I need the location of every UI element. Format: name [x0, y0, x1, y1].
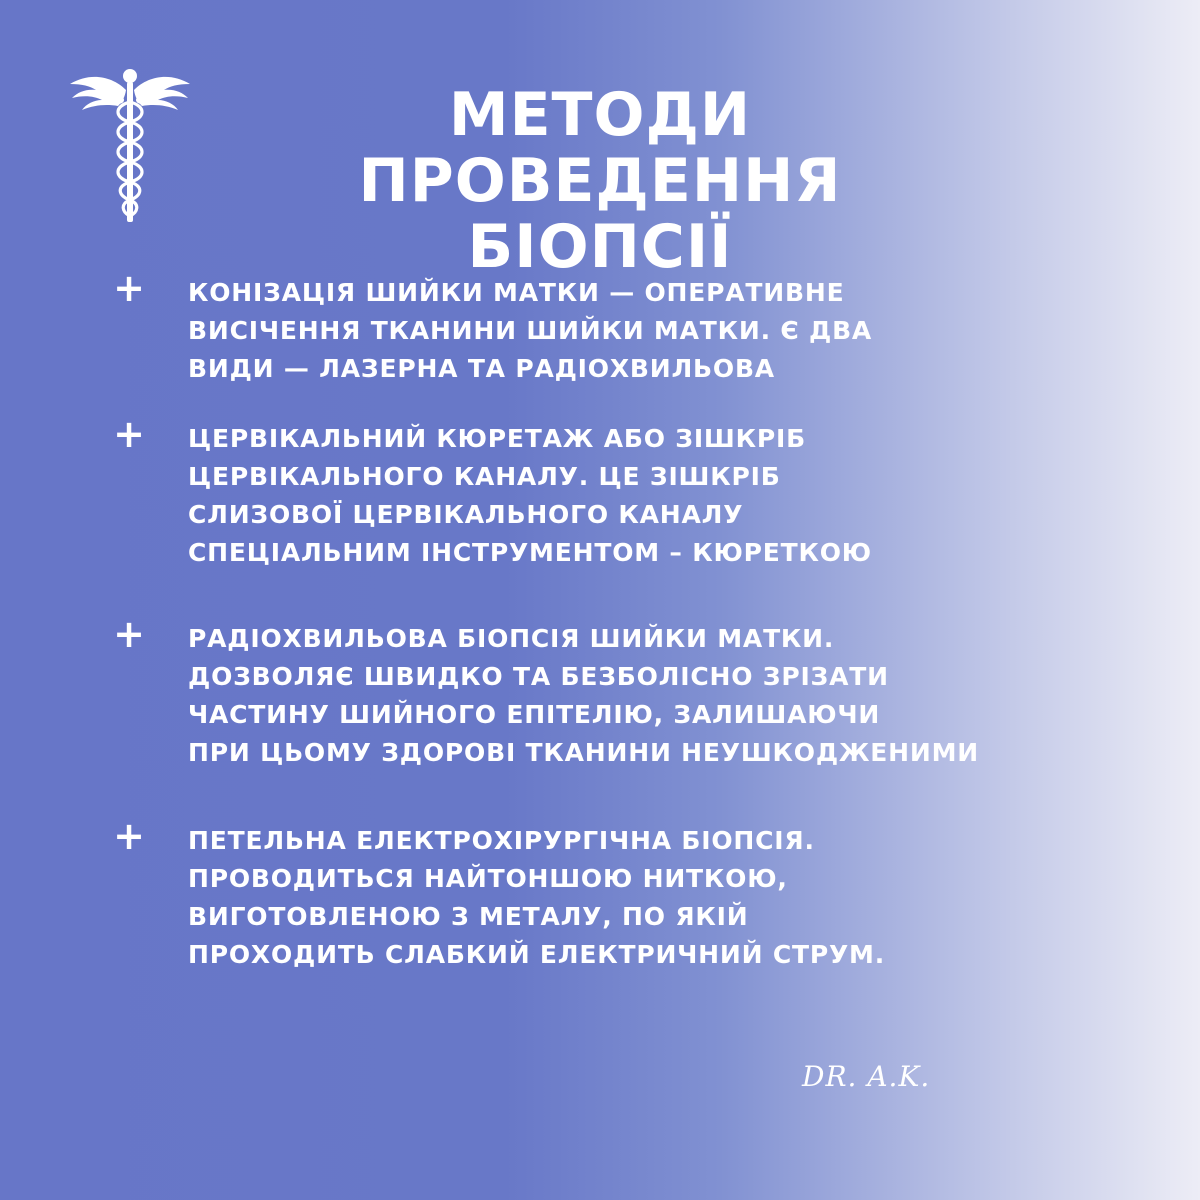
page-title: [200, 82, 1000, 280]
list-item-line: КОНІЗАЦІЯ ШИЙКИ МАТКИ — ОПЕРАТИВНЕ: [188, 278, 845, 307]
plus-icon: +: [113, 612, 145, 656]
plus-icon: +: [113, 412, 145, 456]
list-item-text: [188, 822, 1168, 974]
plus-icon: +: [113, 814, 145, 858]
plus-icon: +: [113, 266, 145, 310]
title-line-1: МЕТОДИ ПРОВЕДЕННЯ: [358, 80, 842, 216]
list-item-line: ПРИ ЦЬОМУ ЗДОРОВІ ТКАНИНИ НЕУШКОДЖЕНИМИ: [188, 738, 980, 767]
author-signature: DR. A.K.: [802, 1060, 931, 1093]
list-item-line: ВИГОТОВЛЕНОЮ З МЕТАЛУ, ПО ЯКІЙ: [188, 902, 749, 931]
list-item-line: ЧАСТИНУ ШИЙНОГО ЕПІТЕЛІЮ, ЗАЛИШАЮЧИ: [188, 700, 881, 729]
list-item-text: [188, 274, 1168, 388]
list-item-line: ПРОХОДИТЬ СЛАБКИЙ ЕЛЕКТРИЧНИЙ СТРУМ.: [188, 940, 886, 969]
list-item-line: СПЕЦІАЛЬНИМ ІНСТРУМЕНТОМ – КЮРЕТКОЮ: [188, 538, 872, 567]
list-item-line: РАДІОХВИЛЬОВА БІОПСІЯ ШИЙКИ МАТКИ.: [188, 624, 835, 653]
list-item-line: ЦЕРВІКАЛЬНОГО КАНАЛУ. ЦЕ ЗІШКРІБ: [188, 462, 781, 491]
list-item-line: ВИСІЧЕННЯ ТКАНИНИ ШИЙКИ МАТКИ. Є ДВА: [188, 316, 873, 345]
list-item-text: [188, 620, 1168, 772]
list-item-line: ВИДИ — ЛАЗЕРНА ТА РАДІОХВИЛЬОВА: [188, 354, 775, 383]
title-line-2: БІОПСІЇ: [467, 212, 733, 282]
list-item-line: ПЕТЕЛЬНА ЕЛЕКТРОХІРУРГІЧНА БІОПСІЯ.: [188, 826, 815, 855]
caduceus-icon: [68, 62, 192, 224]
list-item-line: ПРОВОДИТЬСЯ НАЙТОНШОЮ НИТКОЮ,: [188, 864, 788, 893]
list-item-line: ДОЗВОЛЯЄ ШВИДКО ТА БЕЗБОЛІСНО ЗРІЗАТИ: [188, 662, 889, 691]
list-item-text: [188, 420, 1168, 572]
list-item-line: СЛИЗОВОЇ ЦЕРВІКАЛЬНОГО КАНАЛУ: [188, 500, 744, 529]
list-item-line: ЦЕРВІКАЛЬНИЙ КЮРЕТАЖ АБО ЗІШКРІБ: [188, 424, 806, 453]
